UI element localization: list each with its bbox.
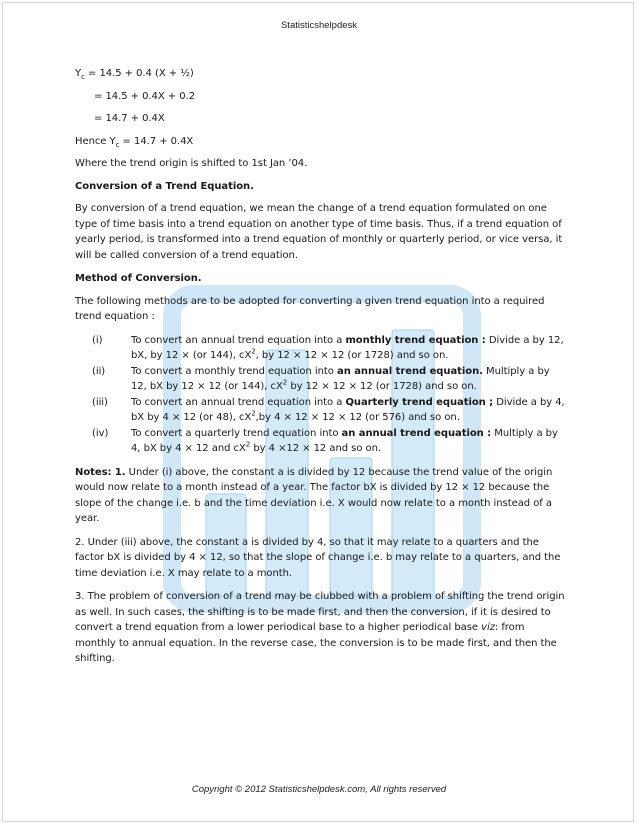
list-item-text: To convert a monthly trend equation into an annual trend equation. Multiply a by 12, bX by 12 × 12 (or 144), $cX^2$ by 12 × 12 × 12 (or 1728) and so on. — [131, 365, 550, 392]
document-body — [75, 66, 567, 667]
list-item — [75, 426, 567, 457]
list-item-number: (iv) — [92, 427, 109, 439]
page-header — [0, 20, 638, 31]
list-item-number: (ii) — [92, 365, 106, 377]
method-list — [75, 333, 567, 457]
page-footer — [0, 784, 638, 795]
equation-hence: Hence $Y_c = 14.7 + 0.4X$ — [75, 135, 194, 149]
note-2: 2. Under (iii) above, the constant a is divided by 4, so that it may relate to a quarters and the factor bX is divided by 4 × 12, so that the slope of change i.e. b may relate to a quarters, and the time deviation i.e. X may relate to a month. — [75, 536, 561, 579]
note-3: 3. The problem of conversion of a trend may be clubbed with a problem of shifting the trend origin as well. In such cases, the shifting is to be made first, and then the conversion, if it is desired to convert a trend equation from a lower periodical base to a higher periodical base viz: from monthly to annual equation. In the reverse case, the conversion is to be made first, and then the shifting. — [75, 591, 565, 664]
origin-note: Where the trend origin is shifted to 1st Jan ’04. — [75, 158, 308, 169]
equation-line-2: = 14.5 + 0.4X + 0.2 — [94, 90, 196, 102]
list-item — [75, 333, 567, 364]
list-item — [75, 364, 567, 395]
list-item-text: To convert a quarterly trend equation into an annual trend equation : Multiply a by 4, bX by 4 × 12 and $cX^2$ by 4 ×12 × 12 and so on. — [131, 427, 558, 454]
note-1: Notes: 1. Under (i) above, the constant a is divided by 12 because the trend value of the origin would now relate to a month instead of a year. The factor bX is divided by 12 × 12 because the slope of the change i.e. b and the time deviation i.e. X would now relate to a month instead of a year. — [75, 466, 553, 524]
list-item-number: (iii) — [92, 396, 108, 408]
equation-line-3: = 14.7 + 0.4X — [94, 113, 165, 124]
footer-copyright: Copyright © 2012 Statisticshelpdesk.com, All rights reserved — [191, 784, 447, 795]
list-item-text: To convert an annual trend equation into a Quarterly trend equation ; Divide a by 4, bX by 4 × 12 (or 48), $cX^2,by$ 4 × 12 × 12 × 12 (or 576) and so on. — [131, 396, 565, 423]
header-site-name: Statisticshelpdesk — [280, 20, 358, 31]
list-item-text: To convert an annual trend equation into a monthly trend equation : Divide a by 12, bX, by 12 × (or 144), $cX^2$, by 12 × 12 × 12 (or 1728) and so on. — [131, 334, 564, 361]
list-item-number: (i) — [92, 334, 103, 346]
method-intro: The following methods are to be adopted for converting a given trend equation into a required trend equation : — [75, 295, 545, 322]
equation-line-1: $Y_c = 14.5 + 0.4$ (X + ½) — [75, 68, 194, 81]
conversion-paragraph: By conversion of a trend equation, we mean the change of a trend equation formulated on one type of time basis into a trend equation on another type of time basis. Thus, if a trend equation of yearly period, is transformed into a trend equation of monthly or quarterly period, or vice versa, it will be called conversion of a trend equation. — [75, 203, 563, 261]
section-heading-method: Method of Conversion. — [75, 273, 202, 284]
section-heading-conversion: Conversion of a Trend Equation. — [75, 180, 254, 192]
list-item — [75, 395, 567, 426]
